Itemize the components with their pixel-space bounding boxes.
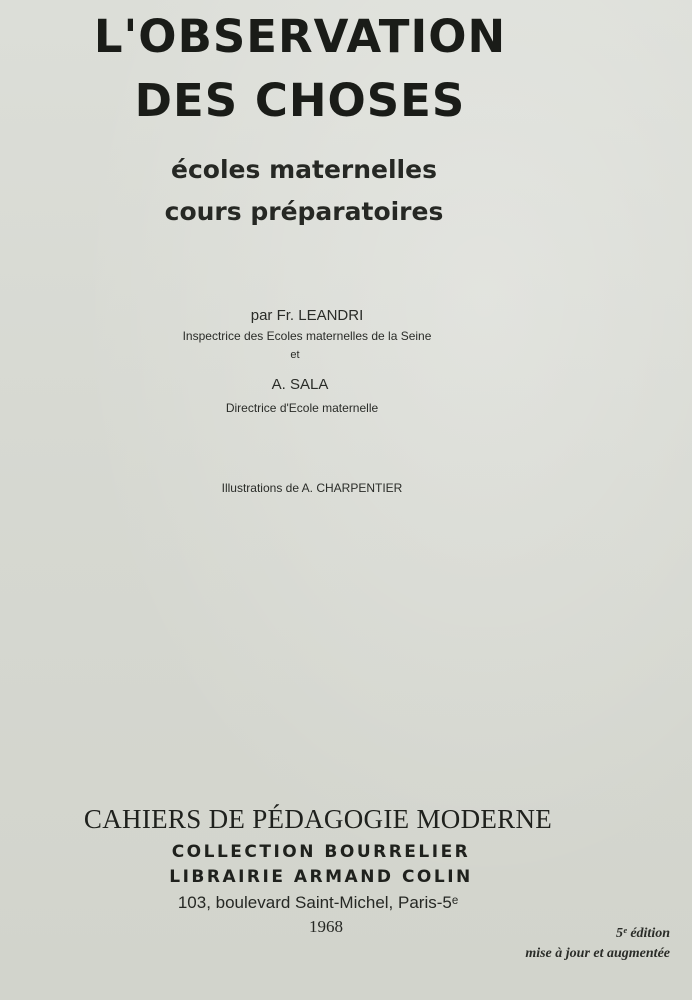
edition-note: mise à jour et augmentée: [525, 946, 670, 961]
collection-name: COLLECTION BOURRELIER: [171, 842, 471, 862]
publication-year: 1968: [309, 917, 343, 936]
publisher-address: 103, boulevard Saint-Michel, Paris-5ᵉ: [177, 893, 459, 912]
author-1-name: par Fr. LEANDRI: [250, 307, 364, 324]
edition-number: 5ᵉ édition: [615, 926, 670, 941]
author-2-name: A. SALA: [271, 376, 329, 393]
publisher-name: LIBRAIRIE ARMAND COLIN: [169, 867, 473, 887]
series-name: CAHIERS DE PÉDAGOGIE MODERNE: [83, 804, 553, 834]
author-2-role: Directrice d'Ecole maternelle: [225, 401, 379, 415]
author-conjunction: et: [290, 349, 300, 361]
book-title-line-1: L'OBSERVATION: [93, 10, 507, 63]
author-1-role: Inspectrice des Ecoles maternelles de la Seine: [182, 329, 432, 343]
illustrator-credit: Illustrations de A. CHARPENTIER: [221, 481, 403, 495]
subtitle-line-1: écoles maternelles: [171, 155, 437, 184]
subtitle-line-2: cours préparatoires: [164, 197, 444, 226]
book-title-line-2: DES CHOSES: [134, 74, 466, 127]
